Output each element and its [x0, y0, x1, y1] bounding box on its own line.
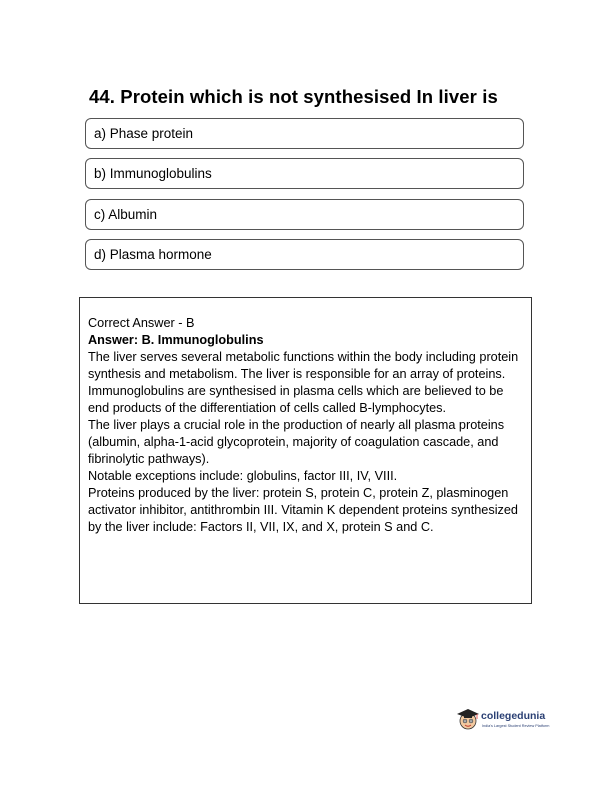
option-a[interactable]: a) Phase protein: [85, 118, 524, 149]
option-b[interactable]: b) Immunoglobulins: [85, 158, 524, 189]
option-c[interactable]: c) Albumin: [85, 199, 524, 230]
collegedunia-logo: [455, 706, 565, 736]
question-text: 44. Protein which is not synthesised In liver is: [89, 86, 498, 107]
explanation-paragraph-2: Immunoglobulins are synthesised in plasma cells which are believed to be end products of the differentiation of cells called B-lymphocytes.: [88, 384, 504, 415]
explanation-paragraph-4: Notable exceptions include: globulins, factor III, IV, VIII.: [88, 469, 398, 483]
answer-title: Answer: B. Immunoglobulins: [88, 333, 264, 347]
option-d[interactable]: d) Plasma hormone: [85, 239, 524, 270]
explanation-paragraph-3: The liver plays a crucial role in the production of nearly all plasma proteins (albumin, alpha-1-acid glycoprotein, majority of coagulation cascade, and fibrinolytic pathways).: [88, 418, 505, 466]
answer-box: [79, 297, 532, 604]
logo-name: collegedunia: [481, 710, 546, 722]
graduate-mascot-icon: [455, 706, 481, 732]
logo-tagline: India's Largest Student Review Platform: [482, 724, 550, 728]
explanation-paragraph-5: Proteins produced by the liver: protein S, protein C, protein Z, plasminogen activator inhibitor, antithrombin III. Vitamin K dependent proteins synthesized by the liver include: Factors II, VII, IX, and X, protein S and C.: [88, 486, 518, 534]
correct-answer-line: Correct Answer - B: [88, 316, 195, 330]
explanation-paragraph-1: The liver serves several metabolic functions within the body including protein synthesis and metabolism. The liver is responsible for an array of proteins.: [88, 350, 519, 381]
